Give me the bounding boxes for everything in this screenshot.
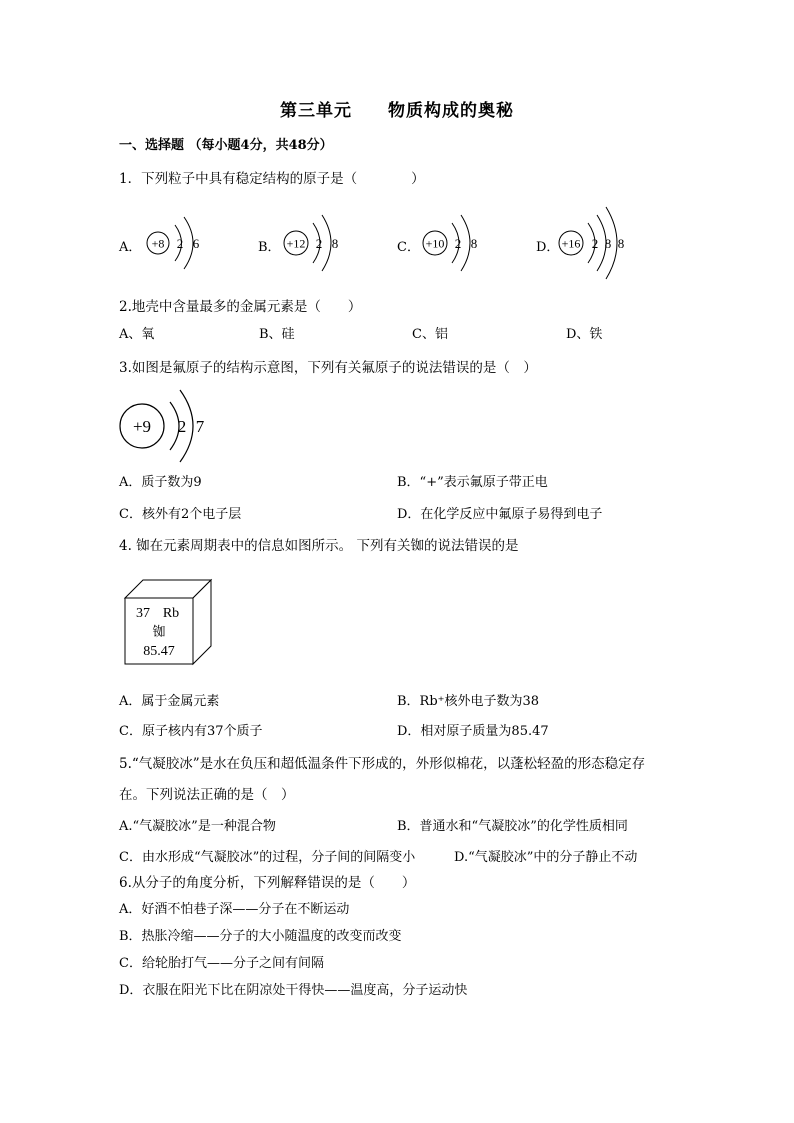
q1-option-d-label: D．: [536, 240, 560, 255]
q2-option-d: D、铁: [566, 327, 603, 342]
q5-stem-line-1: 5.“气凝胶冰”是水在负压和超低温条件下形成的，外形似棉花，以蓬松轻盈的形态稳定存: [119, 756, 646, 772]
q1-a-shell-2: 6: [192, 236, 200, 251]
q6-option-d: D．衣服在阳光下比在阴凉处干得快——温度高，分子运动快: [119, 983, 468, 998]
q1-b-shell-2: 8: [331, 236, 339, 251]
q1-d-shell-2: 8: [604, 236, 612, 251]
q1-b-shell-1: 2: [315, 236, 323, 251]
q2-stem: 2.地壳中含量最多的金属元素是（ ）: [119, 299, 362, 315]
q4-option-c: C．原子核内有37个质子: [119, 724, 263, 739]
rubidium-element-cell: [117, 576, 217, 668]
q1-b-nucleus: +12: [286, 236, 306, 251]
rb-name: 铷: [152, 625, 166, 640]
q6-option-b: B．热胀冷缩——分子的大小随温度的改变而改变: [119, 929, 402, 944]
q1-option-c-diagram: [420, 210, 500, 276]
q5-stem-line-2: 在。下列说法正确的是（ ）: [119, 787, 295, 803]
q3-option-a: A．质子数为9: [119, 475, 202, 490]
q6-stem: 6.从分子的角度分析，下列解释错误的是（ ）: [119, 875, 416, 891]
q5-option-b: B．普通水和“气凝胶冰”的化学性质相同: [397, 819, 628, 834]
q3-nucleus: +9: [132, 417, 152, 436]
section-heading: 一、选择题 （每小题4分，共48分）: [119, 138, 333, 153]
q3-option-d: D．在化学反应中氟原子易得到电子: [397, 507, 603, 522]
rb-atomic-mass: 85.47: [143, 644, 175, 659]
q5-option-a: A.“气凝胶冰”是一种混合物: [119, 819, 276, 834]
q4-option-b: B．Rb⁺核外电子数为38: [397, 694, 540, 709]
q2-option-a: A、氧: [119, 327, 155, 342]
q1-a-shell-1: 2: [176, 236, 184, 251]
q1-d-shell-1: 2: [591, 236, 599, 251]
q5-option-d: D.“气凝胶冰”中的分子静止不动: [454, 850, 638, 865]
q3-stem: 3.如图是氟原子的结构示意图，下列有关氟原子的说法错误的是（ ）: [119, 360, 537, 376]
q1-stem: 1．下列粒子中具有稳定结构的原子是（ ）: [119, 171, 425, 187]
q2-option-b: B、硅: [259, 327, 295, 342]
q1-option-b-label: B．: [258, 240, 281, 255]
page-title: 第三单元 物质构成的奥秘: [280, 101, 514, 121]
q1-option-a-diagram: [140, 210, 220, 276]
rb-symbol: Rb: [162, 606, 180, 621]
q3-option-b: B．“+”表示氟原子带正电: [397, 475, 548, 490]
q1-d-shell-3: 8: [617, 236, 625, 251]
q1-d-nucleus: +16: [561, 236, 581, 251]
q2-option-c: C、铝: [412, 327, 448, 342]
q6-option-c: C．给轮胎打气——分子之间有间隔: [119, 956, 324, 971]
q1-option-d-diagram: [557, 205, 647, 281]
q1-c-shell-2: 8: [470, 236, 478, 251]
q1-a-nucleus: +8: [151, 236, 165, 251]
rb-atomic-number: 37: [136, 606, 150, 621]
q4-option-d: D．相对原子质量为85.47: [397, 724, 549, 739]
q3-shell-1: 2: [177, 417, 187, 436]
fluorine-atom-diagram: [118, 384, 218, 468]
q3-shell-2: 7: [195, 417, 205, 436]
q1-option-c-label: C．: [397, 240, 420, 255]
q5-option-c: C．由水形成“气凝胶冰”的过程，分子间的间隔变小: [119, 850, 416, 865]
q3-option-c: C．核外有2个电子层: [119, 507, 242, 522]
q6-option-a: A．好酒不怕巷子深——分子在不断运动: [119, 902, 350, 917]
q1-option-b-diagram: [280, 210, 360, 276]
q1-c-nucleus: +10: [425, 236, 445, 251]
q1-c-shell-1: 2: [454, 236, 462, 251]
q1-option-a-label: A．: [119, 240, 142, 255]
q4-stem: 4. 铷在元素周期表中的信息如图所示。 下列有关铷的说法错误的是: [119, 538, 519, 554]
q4-option-a: A．属于金属元素: [119, 694, 220, 709]
